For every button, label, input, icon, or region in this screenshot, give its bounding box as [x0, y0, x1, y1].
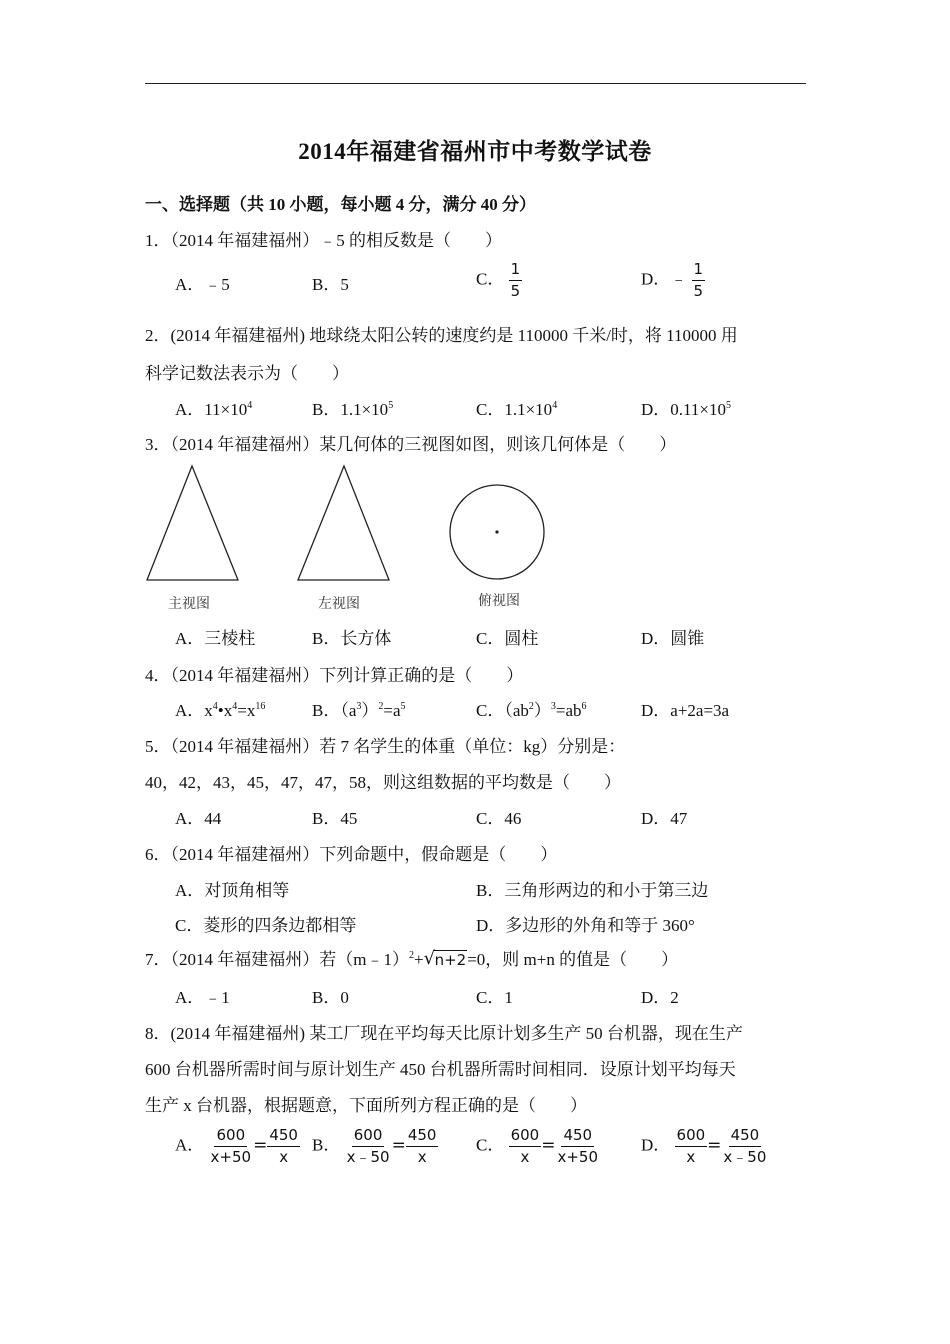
expr-exponent: 2 — [528, 701, 534, 712]
q2-option-c — [476, 395, 557, 420]
q7-exponent: 2 — [408, 950, 414, 961]
fraction — [345, 1128, 392, 1165]
fraction-numerator: 450 — [267, 1128, 300, 1147]
expr-part: =ab — [555, 701, 582, 720]
option-label: B． — [312, 1135, 341, 1155]
question-4-stem: 4．（2014 年福建福州）下列计算正确的是（ ） — [145, 666, 524, 685]
question-8-stem-line3: 生产 x 台机器，根据题意，下面所列方程正确的是（ ） — [145, 1096, 587, 1115]
option-label: A． — [175, 1135, 205, 1155]
q5-option-d: D．47 — [641, 809, 688, 828]
q2-c-exponent: 4 — [552, 400, 558, 411]
fraction — [555, 1128, 600, 1165]
q3-option-d: D．圆锥 — [641, 629, 705, 648]
q7-option-a: A．﹣1 — [175, 988, 230, 1007]
q5-option-c: C．46 — [476, 809, 522, 828]
radical-sign-icon: √ — [423, 948, 436, 969]
question-7-stem — [145, 945, 678, 970]
fraction-numerator: 600 — [352, 1128, 385, 1147]
q1-option-d-label: D．﹣ — [641, 269, 688, 289]
fraction — [267, 1128, 300, 1165]
fraction-denominator: x﹣50 — [346, 1148, 390, 1166]
fraction-numerator: 1 — [509, 262, 523, 281]
q1-option-a: A．﹣5 — [175, 275, 230, 294]
option-label: D． — [641, 1135, 671, 1155]
q6-option-d: D．多边形的外角和等于 360° — [476, 916, 695, 935]
fraction-denominator: x — [520, 1148, 530, 1166]
q4-option-c — [476, 696, 587, 721]
fraction — [675, 1128, 708, 1165]
q2-a-base: A．11×10 — [175, 400, 248, 419]
fraction-denominator: 5 — [510, 282, 521, 300]
expr-part: •x — [217, 701, 233, 720]
fraction-numerator: 450 — [406, 1128, 439, 1147]
question-8-stem-line1: 8．(2014 年福建福州) 某工厂现在平均每天比原计划多生产 50 台机器，现在生产 — [145, 1024, 743, 1043]
expr-exponent: 6 — [581, 701, 587, 712]
q3-option-b: B．长方体 — [312, 629, 392, 648]
q4-option-d: D．a+2a=3a — [641, 701, 730, 720]
q6-option-b: B．三角形两边的和小于第三边 — [476, 881, 709, 900]
q1-option-c-label: C． — [476, 269, 505, 289]
equals-sign: = — [253, 1135, 268, 1156]
page-title: 2014年福建省福州市中考数学试卷 — [298, 139, 652, 164]
fraction-denominator: x﹣50 — [723, 1148, 767, 1166]
q1-option-c — [476, 262, 522, 299]
option-label: C． — [476, 1135, 505, 1155]
fraction-numerator: 600 — [675, 1128, 708, 1147]
q2-b-base: B．1.1×10 — [312, 400, 389, 419]
q2-d-base: D．0.11×10 — [641, 400, 726, 419]
fraction — [209, 1128, 254, 1165]
fraction-denominator: x — [279, 1148, 289, 1166]
expr-part: =x — [237, 701, 256, 720]
q5-option-b: B．45 — [312, 809, 358, 828]
fraction-numerator: 450 — [561, 1128, 594, 1147]
q7-option-c: C．1 — [476, 988, 513, 1007]
expr-part: ） — [533, 701, 551, 720]
fraction-denominator: x+50 — [210, 1148, 252, 1166]
caption-top-view: 俯视图 — [478, 593, 520, 609]
q2-option-d — [641, 395, 731, 420]
q7-option-b: B．0 — [312, 988, 349, 1007]
q8-option-b — [312, 1128, 438, 1165]
expr-exponent: 4 — [232, 701, 238, 712]
fraction-numerator: 600 — [509, 1128, 542, 1147]
fraction-denominator: x+50 — [557, 1148, 599, 1166]
section-heading: 一、选择题（共 10 小题，每小题 4 分，满分 40 分） — [145, 195, 536, 214]
q4-option-a — [175, 696, 265, 721]
caption-front-view: 主视图 — [168, 596, 210, 612]
equals-sign: = — [541, 1135, 556, 1156]
expr-exponent: 3 — [356, 701, 362, 712]
expr-exponent: 4 — [212, 701, 218, 712]
fraction — [406, 1128, 439, 1165]
equals-sign: = — [707, 1135, 722, 1156]
fraction-numerator: 600 — [214, 1128, 247, 1147]
q1-option-d-fraction — [692, 262, 706, 299]
q7-plus: + — [413, 950, 424, 969]
q2-b-exponent: 5 — [388, 400, 394, 411]
expr-part: ） — [361, 701, 379, 720]
three-view-figure — [140, 460, 560, 590]
q8-option-c — [476, 1128, 600, 1165]
expr-exponent: 2 — [378, 701, 384, 712]
fraction-numerator: 1 — [692, 262, 706, 281]
q3-option-a: A．三棱柱 — [175, 629, 256, 648]
question-1-stem: 1．（2014 年福建福州）﹣5 的相反数是（ ） — [145, 231, 502, 250]
q7-square-root — [423, 948, 468, 969]
question-5-stem-line2: 40，42，43，45，47，47，58，则这组数据的平均数是（ ） — [145, 773, 621, 792]
q5-option-a: A．44 — [175, 809, 222, 828]
question-8-stem-line2: 600 台机器所需时间与原计划生产 450 台机器所需时间相同．设原计划平均每天 — [145, 1060, 736, 1079]
expr-part: C．（ab — [476, 701, 529, 720]
q2-a-exponent: 4 — [247, 400, 253, 411]
q1-option-d — [641, 262, 705, 299]
q7-radicand: n+2 — [434, 951, 467, 969]
caption-left-view: 左视图 — [318, 596, 360, 612]
q2-option-a — [175, 395, 252, 420]
top-view-center-dot — [495, 530, 498, 533]
expr-exponent: 3 — [550, 701, 556, 712]
q7-stem-part: 7．（2014 年福建福州）若（m﹣1） — [145, 950, 409, 969]
q2-option-b — [312, 395, 393, 420]
fraction-denominator: x — [686, 1148, 696, 1166]
q3-option-c: C．圆柱 — [476, 629, 539, 648]
fraction — [509, 1128, 542, 1165]
q7-stem-part: =0，则 m+n 的值是（ ） — [467, 950, 679, 969]
q6-option-a: A．对顶角相等 — [175, 881, 290, 900]
equals-sign: = — [391, 1135, 406, 1156]
q6-option-c: C．菱形的四条边都相等 — [175, 916, 357, 935]
q8-option-d — [641, 1128, 768, 1165]
header-rule — [145, 83, 806, 84]
q2-d-exponent: 5 — [725, 400, 731, 411]
question-2-stem-line1: 2．(2014 年福建福州) 地球绕太阳公转的速度约是 110000 千米/时，将 110000 用 — [145, 326, 738, 345]
question-2-stem-line2: 科学记数法表示为（ ） — [145, 364, 349, 383]
left-view-triangle — [298, 466, 389, 580]
fraction — [721, 1128, 768, 1165]
q1-option-c-fraction — [509, 262, 523, 299]
expr-exponent: 16 — [255, 701, 266, 712]
fraction-denominator: 5 — [693, 282, 704, 300]
fraction-numerator: 450 — [729, 1128, 762, 1147]
expr-part: =a — [383, 701, 401, 720]
fraction-denominator: x — [417, 1148, 427, 1166]
q2-c-base: C．1.1×10 — [476, 400, 553, 419]
question-6-stem: 6．（2014 年福建福州）下列命题中，假命题是（ ） — [145, 845, 558, 864]
q1-option-b: B．5 — [312, 275, 349, 294]
expr-part: B．（a — [312, 701, 357, 720]
expr-part: A．x — [175, 701, 213, 720]
q4-option-b — [312, 696, 406, 721]
front-view-triangle — [147, 466, 238, 580]
question-3-stem: 3．（2014 年福建福州）某几何体的三视图如图，则该几何体是（ ） — [145, 435, 677, 454]
q8-option-a — [175, 1128, 300, 1165]
q7-option-d: D．2 — [641, 988, 679, 1007]
question-5-stem-line1: 5．（2014 年福建福州）若 7 名学生的体重（单位：kg）分别是： — [145, 737, 626, 756]
expr-exponent: 5 — [400, 701, 406, 712]
